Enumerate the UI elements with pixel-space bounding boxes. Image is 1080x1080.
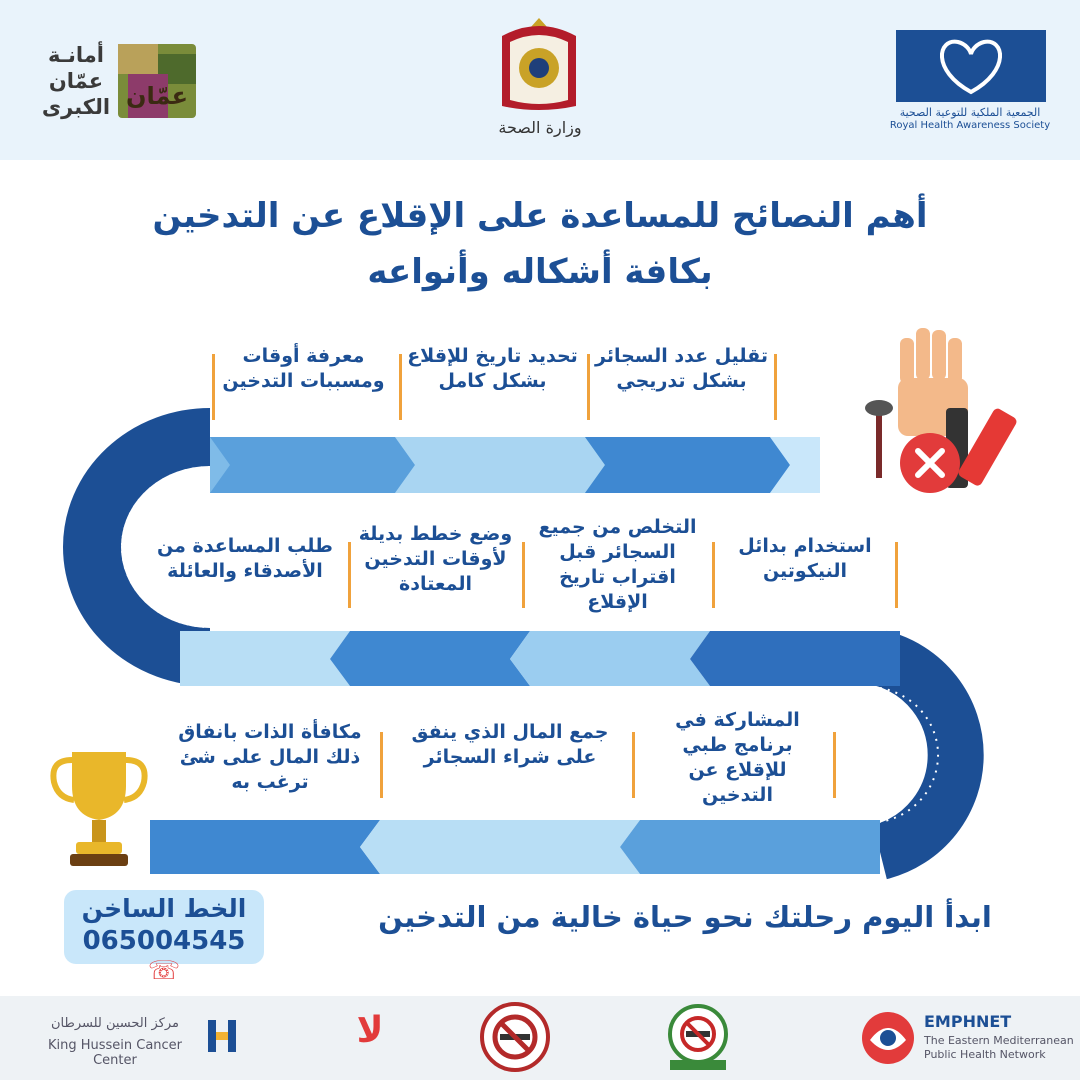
ministry-label: وزارة الصحة bbox=[498, 118, 582, 137]
step-reduce-cigarettes: تقليل عدد السجائر بشكل تدريجي bbox=[595, 345, 768, 392]
amman-line2: عمّان bbox=[48, 69, 104, 93]
emphnet-sub1: The Eastern Mediterranean bbox=[924, 1034, 1074, 1047]
hotline-number-row bbox=[64, 926, 264, 986]
rhas-name-ar: الجمعية الملكية للتوعية الصحية bbox=[899, 106, 1041, 119]
step-ask-for-help: طلب المساعدة من الأصدقاء والعائلة bbox=[157, 535, 333, 582]
emphnet-sub2: Public Health Network bbox=[924, 1048, 1046, 1061]
trophy-icon bbox=[44, 746, 154, 870]
step-reward-yourself: مكافأة الذات بانفاق ذلك المال على شئ ترغب به bbox=[178, 721, 362, 793]
title-line1: أهم النصائح للمساعدة على الإقلاع عن التدخين bbox=[152, 196, 928, 236]
step-remove-cigarettes: التخلص من جميع السجائر قبل اقتراب تاريخ الإقلاع bbox=[538, 516, 697, 613]
step-know-triggers: معرفة أوقات ومسببات التدخين bbox=[222, 345, 385, 392]
khcc-name-ar: مركز الحسين للسرطان bbox=[50, 1016, 180, 1031]
hotline-badge[interactable] bbox=[64, 890, 264, 986]
emphnet-globe-icon bbox=[860, 1010, 916, 1066]
hotline-label: الخط الساخن bbox=[81, 894, 247, 923]
khcc-logo bbox=[30, 1014, 240, 1068]
phone-icon: ☏ bbox=[147, 956, 181, 986]
hotline-number[interactable]: 065004545 bbox=[82, 926, 246, 956]
step-divider bbox=[895, 542, 898, 608]
amman-line1: أمانـة bbox=[48, 43, 104, 67]
step-divider bbox=[712, 542, 715, 608]
step-divider bbox=[399, 354, 402, 420]
title-line2: بكافة أشكاله وأنواعه bbox=[367, 252, 713, 292]
amman-line3: الكبرى bbox=[41, 95, 111, 119]
step-divider bbox=[348, 542, 351, 608]
step-divider bbox=[833, 732, 836, 798]
khcc-name-en: King Hussein Cancer Center bbox=[47, 1038, 183, 1068]
rhas-name-en: Royal Health Awareness Society bbox=[889, 120, 1051, 131]
step-medical-program: المشاركة في برنامج طبي للإقلاع عن التدخين bbox=[675, 709, 800, 806]
step-save-money: جمع المال الذي ينفق على شراء السجائر bbox=[411, 721, 609, 768]
step-divider bbox=[212, 354, 215, 420]
khcc-emblem-icon bbox=[206, 1018, 238, 1054]
step-divider bbox=[380, 732, 383, 798]
no-smoking-seal-icon bbox=[480, 1002, 550, 1072]
quit-smoking-fist-icon bbox=[850, 298, 1030, 498]
no-smoking-badge-icon bbox=[660, 1002, 736, 1072]
no-logo-text: لا bbox=[356, 1010, 384, 1051]
step-divider bbox=[632, 732, 635, 798]
step-divider bbox=[587, 354, 590, 420]
tagline: ابدأ اليوم رحلتك نحو حياة خالية من التدخين bbox=[378, 900, 992, 934]
step-set-quit-date: تحديد تاريخ للإقلاع بشكل كامل bbox=[407, 345, 578, 392]
amman-logo-word: عمّان bbox=[126, 82, 188, 110]
step-divider bbox=[774, 354, 777, 420]
emphnet-name: EMPHNET bbox=[924, 1012, 1012, 1031]
step-alternative-plans: وضع خطط بديلة لأوقات التدخين المعتادة bbox=[358, 523, 513, 595]
step-nicotine-alternatives: استخدام بدائل النيكوتين bbox=[738, 535, 872, 582]
